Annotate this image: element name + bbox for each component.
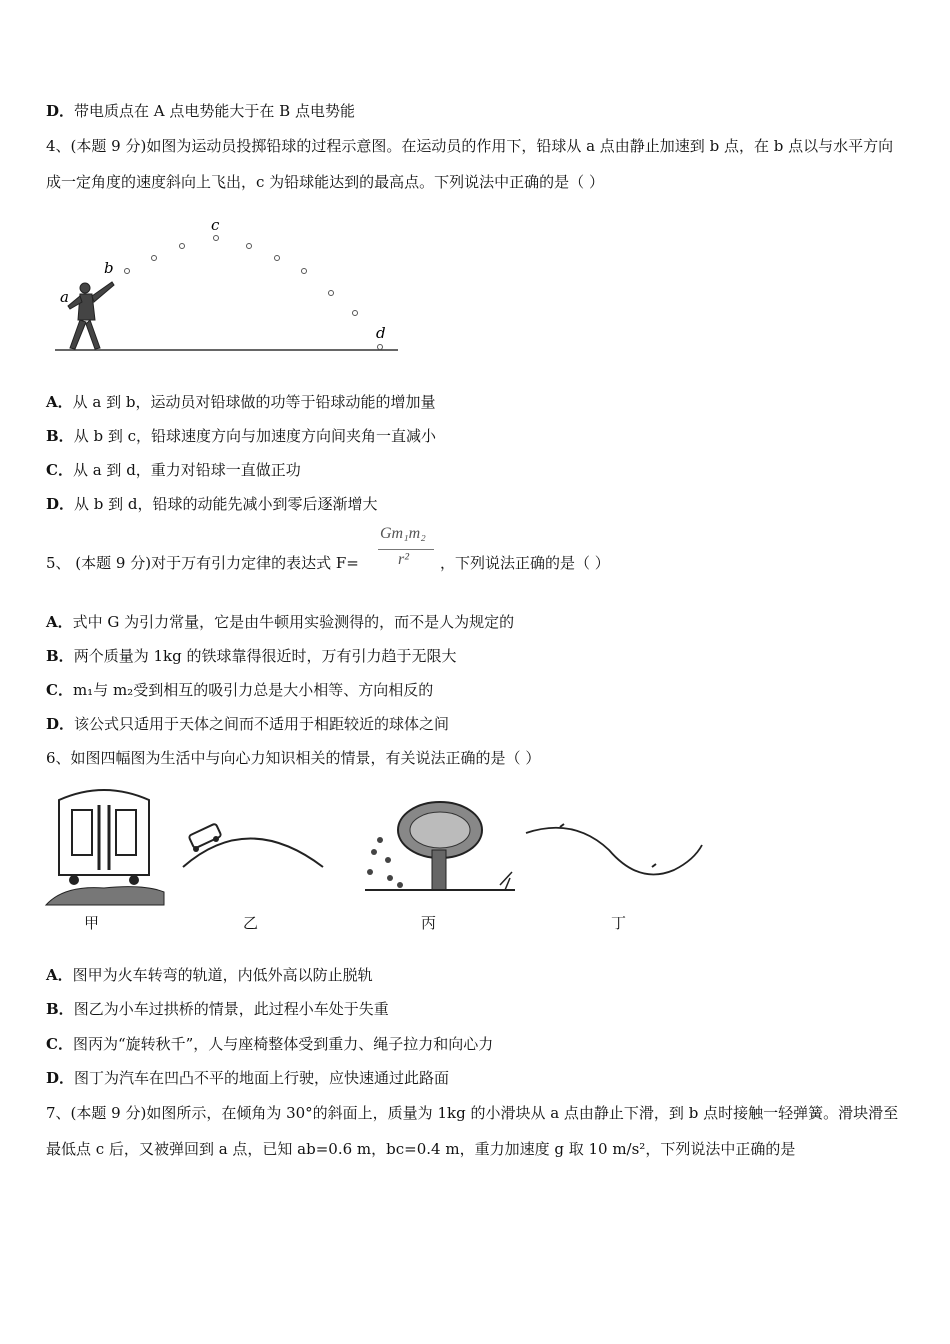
q4-option-b bbox=[46, 426, 436, 446]
option-label: C． bbox=[46, 681, 73, 699]
label-a: a bbox=[60, 288, 69, 306]
option-label: C． bbox=[46, 1035, 73, 1053]
option-label: B． bbox=[46, 1000, 74, 1018]
q5-option-b bbox=[46, 646, 456, 666]
q6-option-b bbox=[46, 999, 389, 1019]
q5-option-c bbox=[46, 680, 433, 700]
figure-bing-swing-ride bbox=[360, 790, 520, 910]
option-label: D． bbox=[46, 102, 75, 120]
option-label: B． bbox=[46, 427, 74, 445]
option-label: A． bbox=[46, 966, 73, 984]
shot-put-figure bbox=[50, 210, 410, 360]
formula-numerator: Gm₁m₂ bbox=[380, 525, 426, 542]
option-text: 该公式只适用于天体之间而不适用于相距较近的球体之间 bbox=[74, 715, 450, 733]
q6-stem: 6、如图四幅图为生活中与向心力知识相关的情景，有关说法正确的是（ ） bbox=[46, 749, 541, 767]
option-text: 图丁为汽车在凹凸不平的地面上行驶，应快速通过此路面 bbox=[74, 1069, 450, 1087]
athlete-figure bbox=[68, 282, 114, 349]
q4-option-c bbox=[46, 460, 301, 480]
q5-option-d bbox=[46, 714, 449, 734]
figure-yi-arch-bridge bbox=[178, 815, 328, 875]
label-c: c bbox=[211, 216, 220, 234]
option-text: 从 a 到 b，运动员对铅球做的功等于铅球动能的增加量 bbox=[72, 393, 436, 411]
q6-option-d bbox=[46, 1068, 449, 1088]
option-text: 图丙为“旋转秋千”，人与座椅整体受到重力、绳子拉力和向心力 bbox=[72, 1035, 494, 1053]
q4-option-a bbox=[46, 392, 436, 412]
option-label: D． bbox=[46, 1069, 75, 1087]
q4-stem: 4、(本题 9 分)如图为运动员投掷铅球的过程示意图。在运动员的作用下，铅球从 a 点由静止加速到 b 点，在 b 点以与水平方向成一定角度的速度斜向上飞出，c 为铅球能达到的最高点。下列说法中正确的是（ ） bbox=[46, 137, 894, 191]
figure-jia-train bbox=[44, 780, 169, 910]
option-text: 从 b 到 c，铅球速度方向与加速度方向间夹角一直减小 bbox=[73, 427, 436, 445]
option-label: C． bbox=[46, 461, 73, 479]
option-text: 图乙为小车过拱桥的情景，此过程小车处于失重 bbox=[73, 1000, 389, 1018]
fraction-bar bbox=[378, 549, 434, 550]
q4-option-d bbox=[46, 494, 378, 514]
option-text: 从 a 到 d，重力对铅球一直做正功 bbox=[72, 461, 301, 479]
q5-stem-prefix: 5、 (本题 9 分)对于万有引力定律的表达式 F= bbox=[46, 554, 359, 572]
option-label: A． bbox=[46, 393, 73, 411]
option-label: A． bbox=[46, 613, 73, 631]
option-label: D． bbox=[46, 495, 75, 513]
label-d: d bbox=[376, 324, 386, 342]
caption-yi: 乙 bbox=[243, 914, 259, 932]
option-label: D． bbox=[46, 715, 75, 733]
option-text: 式中 G 为引力常量，它是由牛顿用实验测得的，而不是人为规定的 bbox=[72, 613, 515, 631]
q7-stem: 7、(本题 9 分)如图所示，在倾角为 30°的斜面上，质量为 1kg 的小滑块从 a 点由静止下滑，到 b 点时接触一轻弹簧。滑块滑至最低点 c 后，又被弹回到 a 点，已知 ab=0.6 m，bc=0.4 m，重力加速度 g 取 10 m/s²，下列说法中正确的是 bbox=[46, 1104, 899, 1158]
formula-denominator: r² bbox=[398, 551, 410, 568]
option-text: m₁与 m₂受到相互的吸引力总是大小相等、方向相反的 bbox=[72, 681, 434, 699]
option-text: 两个质量为 1kg 的铁球靠得很近时，万有引力趋于无限大 bbox=[73, 647, 457, 665]
q3-option-d bbox=[46, 101, 355, 121]
label-b: b bbox=[104, 259, 114, 277]
q6-option-a bbox=[46, 965, 373, 985]
trajectory-points bbox=[125, 236, 383, 350]
option-text: 从 b 到 d，铅球的动能先减小到零后逐渐增大 bbox=[74, 495, 378, 513]
caption-jia: 甲 bbox=[84, 914, 100, 932]
caption-bing: 丙 bbox=[421, 914, 437, 932]
q5-stem-suffix: ，下列说法正确的是（ ） bbox=[440, 554, 610, 572]
option-label: B． bbox=[46, 647, 74, 665]
caption-ding: 丁 bbox=[611, 914, 627, 932]
option-text: 带电质点在 A 点电势能大于在 B 点电势能 bbox=[74, 102, 355, 120]
q6-option-c bbox=[46, 1034, 493, 1054]
option-text: 图甲为火车转弯的轨道，内低外高以防止脱轨 bbox=[72, 966, 373, 984]
figure-ding-bumpy-road bbox=[524, 815, 706, 885]
q5-option-a bbox=[46, 612, 514, 632]
